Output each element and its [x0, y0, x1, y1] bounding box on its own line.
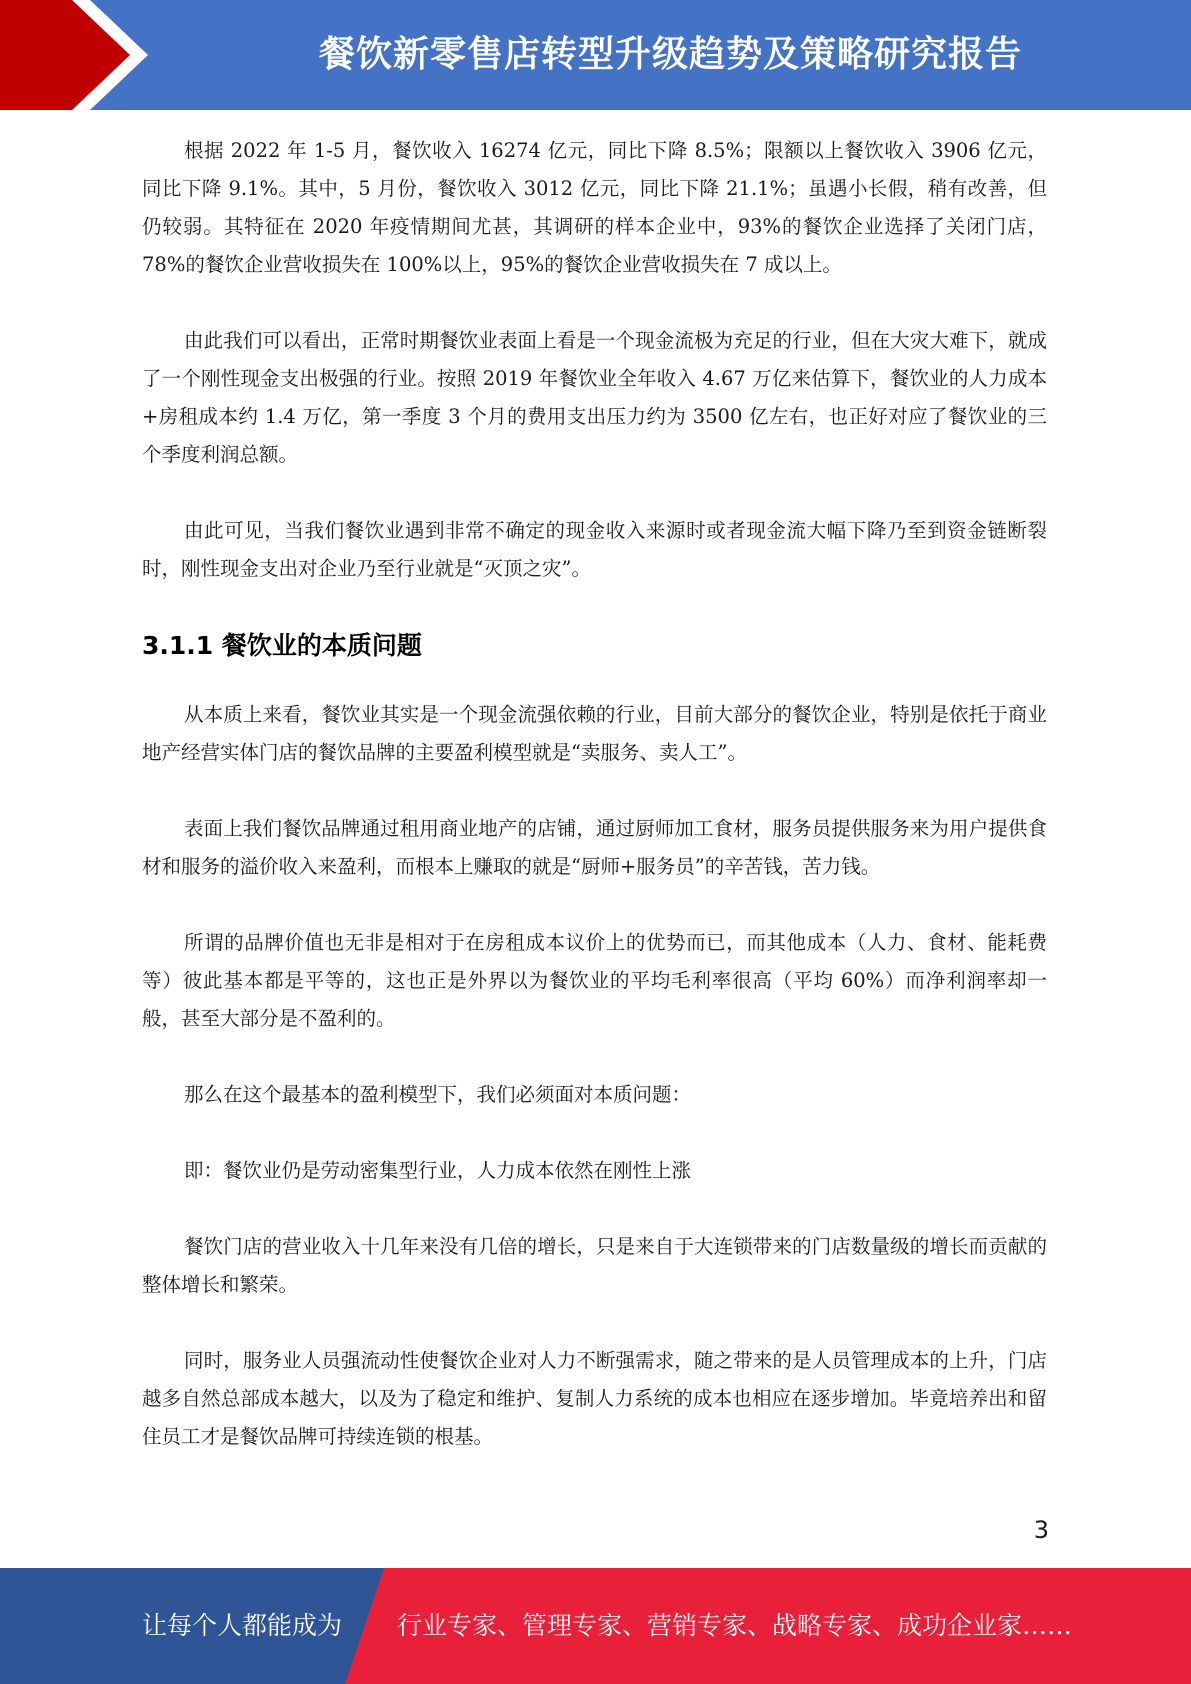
main-content [142, 132, 1047, 1494]
paragraph: 那么在这个最基本的盈利模型下，我们必须面对本质问题： [184, 1083, 692, 1106]
paragraph: 表面上我们餐饮品牌通过租用商业地产的店铺，通过厨师加工食材，服务员提供服务来为用户提供食材和服务的溢价收入来盈利，而根本上赚取的就是“厨师+服务员”的辛苦钱，苦力钱。 [142, 817, 1047, 878]
report-title: 餐饮新零售店转型升级趋势及策略研究报告 [318, 34, 1022, 75]
page-header [0, 0, 1191, 110]
paragraph: 由此我们可以看出，正常时期餐饮业表面上看是一个现金流极为充足的行业，但在大灾大难下，就成了一个刚性现金支出极强的行业。按照 2019 年餐饮业全年收入 4.67 万亿来估算下，餐饮业的人力成本+房租成本约 1.4 万亿，第一季度 3 个月的费用支出压力约为 3500 亿左右，也正好对应了餐饮业的三个季度利润总额。 [142, 329, 1047, 466]
page-footer [0, 1568, 1191, 1684]
paragraph: 所谓的品牌价值也无非是相对于在房租成本议价上的优势而已，而其他成本（人力、食材、能耗费等）彼此基本都是平等的，这也正是外界以为餐饮业的平均毛利率很高（平均 60%）而净利润率却一般，甚至大部分是不盈利的。 [142, 931, 1047, 1030]
paragraph: 从本质上来看，餐饮业其实是一个现金流强依赖的行业，目前大部分的餐饮企业，特别是依托于商业地产经营实体门店的餐饮品牌的主要盈利模型就是“卖服务、卖人工”。 [142, 703, 1047, 764]
footer-slogan-left: 让每个人都能成为 [142, 1611, 343, 1640]
paragraph: 餐饮门店的营业收入十几年来没有几倍的增长，只是来自于大连锁带来的门店数量级的增长而贡献的整体增长和繁荣。 [142, 1235, 1047, 1296]
page-number: 3 [1033, 1516, 1049, 1544]
footer-slogan-right: 行业专家、管理专家、营销专家、战略专家、成功企业家…… [397, 1611, 1073, 1640]
paragraph: 即：餐饮业仍是劳动密集型行业，人力成本依然在刚性上涨 [184, 1159, 692, 1182]
section-heading: 3.1.1 餐饮业的本质问题 [142, 631, 422, 660]
paragraph: 由此可见，当我们餐饮业遇到非常不确定的现金收入来源时或者现金流大幅下降乃至到资金链断裂时，刚性现金支出对企业乃至行业就是“灭顶之灾”。 [142, 519, 1047, 580]
paragraph: 同时，服务业人员强流动性使餐饮企业对人力不断强需求，随之带来的是人员管理成本的上升，门店越多自然总部成本越大，以及为了稳定和维护、复制人力系统的成本也相应在逐步增加。毕竟培养出和留住员工才是餐饮品牌可持续连锁的根基。 [142, 1349, 1047, 1448]
paragraph: 根据 2022 年 1-5 月，餐饮收入 16274 亿元，同比下降 8.5%；限额以上餐饮收入 3906 亿元，同比下降 9.1%。其中，5 月份，餐饮收入 3012 亿元，同比下降 21.1%；虽遇小长假，稍有改善，但仍较弱。其特征在 2020 年疫情期间尤甚，其调研的样本企业中，93%的餐饮企业选择了关闭门店，78%的餐饮企业营收损失在 100%以上，95%的餐饮企业营收损失在 7 成以上。 [142, 139, 1047, 276]
chevron-arrow-icon [0, 0, 160, 110]
